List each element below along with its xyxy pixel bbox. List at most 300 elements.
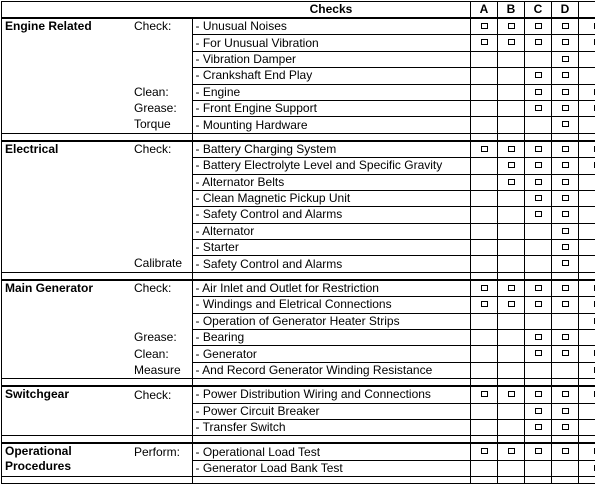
check-item: - Front Engine Support bbox=[192, 100, 471, 116]
checkbox-icon bbox=[481, 285, 488, 291]
check-cell-e bbox=[579, 256, 595, 272]
check-verb: Check: bbox=[130, 386, 192, 403]
check-cell-e bbox=[579, 223, 595, 239]
checkbox-icon bbox=[535, 195, 542, 201]
check-cell-e bbox=[579, 240, 595, 256]
header-col-d: D bbox=[552, 2, 579, 19]
check-cell-e bbox=[579, 313, 595, 329]
check-cell-c bbox=[525, 330, 552, 346]
check-cell-d bbox=[552, 346, 579, 362]
check-cell-c bbox=[525, 207, 552, 223]
maintenance-checks-table bbox=[1, 1, 595, 484]
check-cell-c bbox=[525, 460, 552, 476]
checkbox-icon bbox=[535, 162, 542, 168]
check-verb: Grease: bbox=[134, 101, 177, 116]
checkbox-icon bbox=[535, 285, 542, 291]
check-verb: Clean: bbox=[134, 346, 169, 361]
check-verb bbox=[130, 223, 192, 239]
check-cell-e bbox=[579, 346, 595, 362]
check-cell-d bbox=[552, 100, 579, 116]
separator-cell bbox=[498, 379, 525, 387]
check-cell-c bbox=[525, 419, 552, 435]
check-verb bbox=[130, 35, 192, 51]
check-cell-c bbox=[525, 51, 552, 67]
check-cell-e bbox=[579, 117, 595, 133]
check-cell-c bbox=[525, 223, 552, 239]
checkbox-icon bbox=[562, 121, 569, 127]
separator-cell bbox=[2, 272, 131, 280]
checkbox-icon bbox=[562, 260, 569, 266]
separator-cell bbox=[2, 477, 131, 484]
header-col-a: A bbox=[471, 2, 498, 19]
check-cell-a bbox=[471, 362, 498, 378]
separator-cell bbox=[525, 379, 552, 387]
check-cell-b bbox=[498, 419, 525, 435]
check-cell-a bbox=[471, 386, 498, 403]
check-verb bbox=[130, 190, 192, 206]
section-separator bbox=[2, 477, 595, 484]
separator-cell bbox=[552, 379, 579, 387]
check-cell-b bbox=[498, 141, 525, 158]
check-item: - For Unusual Vibration bbox=[192, 35, 471, 51]
section-name: Switchgear bbox=[2, 386, 131, 436]
check-item: - Clean Magnetic Pickup Unit bbox=[192, 190, 471, 206]
check-cell-a bbox=[471, 117, 498, 133]
check-cell-b bbox=[498, 84, 525, 100]
check-cell-c bbox=[525, 18, 552, 35]
check-cell-d bbox=[552, 18, 579, 35]
check-cell-a bbox=[471, 460, 498, 476]
check-cell-e bbox=[579, 403, 595, 419]
check-cell-d bbox=[552, 256, 579, 272]
check-cell-e bbox=[579, 51, 595, 67]
check-verb bbox=[130, 158, 192, 174]
separator-cell bbox=[552, 133, 579, 141]
check-item: - Windings and Eletrical Connections bbox=[192, 297, 471, 313]
section-separator bbox=[2, 379, 595, 387]
check-cell-d bbox=[552, 313, 579, 329]
check-cell-d bbox=[552, 240, 579, 256]
checkbox-icon bbox=[535, 89, 542, 95]
check-cell-d bbox=[552, 207, 579, 223]
check-cell-d bbox=[552, 362, 579, 378]
header-blank-verb bbox=[130, 2, 192, 19]
check-item: - Generator Load Bank Test bbox=[192, 460, 471, 476]
checkbox-icon bbox=[562, 105, 569, 111]
checkbox-icon bbox=[481, 146, 488, 152]
check-cell-e bbox=[579, 443, 595, 460]
check-cell-b bbox=[498, 256, 525, 272]
checkbox-icon bbox=[562, 146, 569, 152]
check-cell-c bbox=[525, 362, 552, 378]
check-verb bbox=[130, 207, 192, 223]
checkbox-icon bbox=[535, 105, 542, 111]
checkbox-icon bbox=[481, 23, 488, 29]
check-cell-e bbox=[579, 141, 595, 158]
section-name: Main Generator bbox=[2, 280, 131, 379]
checkbox-icon bbox=[508, 448, 515, 454]
separator-cell bbox=[525, 133, 552, 141]
header-blank-section bbox=[2, 2, 131, 19]
check-cell-b bbox=[498, 18, 525, 35]
check-cell-b bbox=[498, 207, 525, 223]
separator-cell bbox=[552, 272, 579, 280]
header-checks: Checks bbox=[192, 2, 471, 19]
check-cell-a bbox=[471, 84, 498, 100]
check-item: - And Record Generator Winding Resistance bbox=[192, 362, 471, 378]
check-cell-e bbox=[579, 386, 595, 403]
check-cell-b bbox=[498, 386, 525, 403]
check-cell-b bbox=[498, 68, 525, 84]
section-name: Electrical bbox=[2, 141, 131, 273]
check-cell-b bbox=[498, 297, 525, 313]
check-verb bbox=[130, 313, 192, 329]
check-cell-c bbox=[525, 35, 552, 51]
checkbox-icon bbox=[535, 72, 542, 78]
check-item: - Mounting Hardware bbox=[192, 117, 471, 133]
table-row bbox=[2, 141, 595, 158]
check-verb: Check: bbox=[130, 141, 192, 158]
check-item: - Alternator Belts bbox=[192, 174, 471, 190]
checkbox-icon bbox=[481, 391, 488, 397]
check-item: - Operation of Generator Heater Strips bbox=[192, 313, 471, 329]
table-row bbox=[2, 386, 595, 403]
check-cell-a bbox=[471, 223, 498, 239]
header-col-b: B bbox=[498, 2, 525, 19]
checkbox-icon bbox=[508, 391, 515, 397]
checkbox-icon bbox=[535, 179, 542, 185]
checkbox-icon bbox=[535, 211, 542, 217]
section-separator bbox=[2, 272, 595, 280]
check-cell-d bbox=[552, 51, 579, 67]
checkbox-icon bbox=[562, 334, 569, 340]
check-cell-b bbox=[498, 117, 525, 133]
check-cell-e bbox=[579, 419, 595, 435]
check-cell-d bbox=[552, 443, 579, 460]
check-verb: Clean: bbox=[134, 84, 169, 99]
separator-cell bbox=[2, 133, 131, 141]
check-cell-c bbox=[525, 141, 552, 158]
checkbox-icon bbox=[562, 162, 569, 168]
check-cell-e bbox=[579, 362, 595, 378]
check-verb bbox=[130, 403, 192, 419]
check-cell-c bbox=[525, 297, 552, 313]
check-cell-e bbox=[579, 68, 595, 84]
check-cell-b bbox=[498, 362, 525, 378]
check-verb: Torque bbox=[134, 117, 171, 132]
check-cell-c bbox=[525, 190, 552, 206]
check-cell-e bbox=[579, 84, 595, 100]
separator-cell bbox=[192, 436, 471, 444]
check-cell-e bbox=[579, 280, 595, 297]
check-cell-a bbox=[471, 68, 498, 84]
check-cell-e bbox=[579, 460, 595, 476]
separator-cell bbox=[579, 477, 595, 484]
check-verb bbox=[130, 460, 192, 476]
separator-cell bbox=[579, 436, 595, 444]
check-cell-b bbox=[498, 51, 525, 67]
check-cell-d bbox=[552, 35, 579, 51]
header-col-c: C bbox=[525, 2, 552, 19]
table-row bbox=[2, 280, 595, 297]
check-cell-d bbox=[552, 419, 579, 435]
separator-cell bbox=[130, 436, 192, 444]
separator-cell bbox=[498, 436, 525, 444]
check-item: - Battery Charging System bbox=[192, 141, 471, 158]
checkbox-icon bbox=[562, 244, 569, 250]
check-cell-b bbox=[498, 313, 525, 329]
separator-cell bbox=[2, 436, 131, 444]
checkbox-icon bbox=[535, 424, 542, 430]
check-cell-c bbox=[525, 68, 552, 84]
check-cell-a bbox=[471, 443, 498, 460]
check-cell-c bbox=[525, 403, 552, 419]
check-cell-c bbox=[525, 84, 552, 100]
check-item: - Starter bbox=[192, 240, 471, 256]
check-cell-a bbox=[471, 207, 498, 223]
check-cell-b bbox=[498, 190, 525, 206]
check-verb bbox=[130, 51, 192, 67]
check-cell-b bbox=[498, 280, 525, 297]
header-row bbox=[2, 2, 595, 19]
checkbox-icon bbox=[481, 448, 488, 454]
checkbox-icon bbox=[562, 72, 569, 78]
section-separator bbox=[2, 133, 595, 141]
check-item: - Air Inlet and Outlet for Restriction bbox=[192, 280, 471, 297]
checkbox-icon bbox=[562, 179, 569, 185]
separator-cell bbox=[2, 379, 131, 387]
check-cell-b bbox=[498, 346, 525, 362]
check-cell-d bbox=[552, 68, 579, 84]
check-cell-e bbox=[579, 100, 595, 116]
table-row bbox=[2, 443, 595, 460]
check-cell-a bbox=[471, 403, 498, 419]
check-cell-a bbox=[471, 280, 498, 297]
separator-cell bbox=[579, 379, 595, 387]
checkbox-icon bbox=[535, 448, 542, 454]
separator-cell bbox=[130, 272, 192, 280]
checkbox-icon bbox=[508, 23, 515, 29]
check-cell-b bbox=[498, 100, 525, 116]
check-verb: Measure bbox=[134, 362, 181, 377]
check-cell-e bbox=[579, 174, 595, 190]
check-verb bbox=[130, 240, 192, 256]
separator-cell bbox=[471, 133, 498, 141]
check-cell-c bbox=[525, 240, 552, 256]
check-cell-e bbox=[579, 207, 595, 223]
separator-cell bbox=[471, 477, 498, 484]
separator-cell bbox=[552, 477, 579, 484]
separator-cell bbox=[130, 379, 192, 387]
check-verb: Calibrate bbox=[134, 256, 183, 271]
separator-cell bbox=[525, 436, 552, 444]
check-cell-d bbox=[552, 386, 579, 403]
check-cell-d bbox=[552, 297, 579, 313]
check-cell-d bbox=[552, 460, 579, 476]
check-cell-b bbox=[498, 403, 525, 419]
check-verb bbox=[130, 68, 192, 84]
check-item: - Alternator bbox=[192, 223, 471, 239]
check-cell-b bbox=[498, 35, 525, 51]
check-cell-c bbox=[525, 158, 552, 174]
checkbox-icon bbox=[562, 228, 569, 234]
check-item: - Transfer Switch bbox=[192, 419, 471, 435]
check-cell-d bbox=[552, 174, 579, 190]
check-verb: Check: bbox=[130, 18, 192, 35]
check-cell-a bbox=[471, 313, 498, 329]
check-cell-a bbox=[471, 141, 498, 158]
separator-cell bbox=[552, 436, 579, 444]
checkbox-icon bbox=[562, 408, 569, 414]
check-cell-d bbox=[552, 190, 579, 206]
checkbox-icon bbox=[562, 350, 569, 356]
check-cell-d bbox=[552, 223, 579, 239]
section-name: Engine Related bbox=[2, 18, 131, 133]
check-cell-e bbox=[579, 330, 595, 346]
checkbox-icon bbox=[535, 39, 542, 45]
check-cell-d bbox=[552, 403, 579, 419]
check-cell-a bbox=[471, 240, 498, 256]
separator-cell bbox=[471, 379, 498, 387]
check-cell-b bbox=[498, 240, 525, 256]
check-cell-c bbox=[525, 443, 552, 460]
checkbox-icon bbox=[481, 301, 488, 307]
checkbox-icon bbox=[562, 56, 569, 62]
checkbox-icon bbox=[508, 179, 515, 185]
separator-cell bbox=[498, 272, 525, 280]
check-cell-c bbox=[525, 280, 552, 297]
check-cell-d bbox=[552, 84, 579, 100]
check-cell-a bbox=[471, 51, 498, 67]
checkbox-icon bbox=[562, 23, 569, 29]
check-cell-b bbox=[498, 158, 525, 174]
check-cell-c bbox=[525, 346, 552, 362]
check-item: - Vibration Damper bbox=[192, 51, 471, 67]
check-verb bbox=[130, 419, 192, 435]
check-cell-d bbox=[552, 117, 579, 133]
check-item: - Engine bbox=[192, 84, 471, 100]
checkbox-icon bbox=[535, 301, 542, 307]
check-cell-a bbox=[471, 174, 498, 190]
check-verb bbox=[130, 297, 192, 313]
check-cell-e bbox=[579, 35, 595, 51]
check-cell-a bbox=[471, 297, 498, 313]
check-item: - Power Distribution Wiring and Connections bbox=[192, 386, 471, 403]
checkbox-icon bbox=[562, 89, 569, 95]
checkbox-icon bbox=[508, 162, 515, 168]
checkbox-icon bbox=[535, 408, 542, 414]
separator-cell bbox=[192, 133, 471, 141]
checkbox-icon bbox=[508, 285, 515, 291]
checkbox-icon bbox=[562, 391, 569, 397]
checkbox-icon bbox=[535, 350, 542, 356]
table-row bbox=[2, 18, 595, 35]
check-cell-a bbox=[471, 330, 498, 346]
checkbox-icon bbox=[535, 146, 542, 152]
checkbox-icon bbox=[562, 39, 569, 45]
check-cell-d bbox=[552, 330, 579, 346]
check-cell-e bbox=[579, 18, 595, 35]
check-cell-b bbox=[498, 330, 525, 346]
check-verb: Perform: bbox=[130, 443, 192, 460]
checkbox-icon bbox=[481, 39, 488, 45]
check-cell-e bbox=[579, 158, 595, 174]
check-verb: Check: bbox=[130, 280, 192, 297]
check-cell-c bbox=[525, 386, 552, 403]
check-cell-a bbox=[471, 18, 498, 35]
check-cell-b bbox=[498, 174, 525, 190]
check-cell-a bbox=[471, 190, 498, 206]
checkbox-icon bbox=[562, 448, 569, 454]
check-cell-c bbox=[525, 117, 552, 133]
checkbox-icon bbox=[508, 301, 515, 307]
check-cell-d bbox=[552, 158, 579, 174]
check-item: - Safety Control and Alarms bbox=[192, 256, 471, 272]
check-cell-b bbox=[498, 443, 525, 460]
separator-cell bbox=[192, 379, 471, 387]
separator-cell bbox=[498, 477, 525, 484]
check-cell-a bbox=[471, 346, 498, 362]
check-item: - Unusual Noises bbox=[192, 18, 471, 35]
checks-body bbox=[2, 18, 595, 484]
check-item: - Generator bbox=[192, 346, 471, 362]
checkbox-icon bbox=[535, 391, 542, 397]
check-item: - Bearing bbox=[192, 330, 471, 346]
checkbox-icon bbox=[508, 146, 515, 152]
header-col-e bbox=[579, 2, 595, 19]
section-name: Operational Procedures bbox=[2, 443, 131, 476]
checkbox-icon bbox=[562, 301, 569, 307]
check-cell-e bbox=[579, 297, 595, 313]
check-cell-b bbox=[498, 460, 525, 476]
check-cell-c bbox=[525, 256, 552, 272]
check-cell-e bbox=[579, 190, 595, 206]
checkbox-icon bbox=[535, 23, 542, 29]
separator-cell bbox=[192, 272, 471, 280]
check-item: - Power Circuit Breaker bbox=[192, 403, 471, 419]
separator-cell bbox=[471, 272, 498, 280]
check-verb bbox=[130, 174, 192, 190]
separator-cell bbox=[471, 436, 498, 444]
check-cell-d bbox=[552, 280, 579, 297]
check-item: - Battery Electrolyte Level and Specific Gravity bbox=[192, 158, 471, 174]
checkbox-icon bbox=[562, 195, 569, 201]
separator-cell bbox=[525, 272, 552, 280]
separator-cell bbox=[498, 133, 525, 141]
separator-cell bbox=[192, 477, 471, 484]
section-separator bbox=[2, 436, 595, 444]
checkbox-icon bbox=[562, 211, 569, 217]
check-item: - Crankshaft End Play bbox=[192, 68, 471, 84]
separator-cell bbox=[525, 477, 552, 484]
check-cell-c bbox=[525, 313, 552, 329]
check-cell-a bbox=[471, 158, 498, 174]
checkbox-icon bbox=[535, 334, 542, 340]
separator-cell bbox=[130, 133, 192, 141]
checkbox-icon bbox=[562, 424, 569, 430]
check-cell-a bbox=[471, 100, 498, 116]
check-cell-a bbox=[471, 35, 498, 51]
separator-cell bbox=[579, 272, 595, 280]
separator-cell bbox=[130, 477, 192, 484]
check-verb: Grease: bbox=[134, 330, 177, 345]
check-item: - Operational Load Test bbox=[192, 443, 471, 460]
check-item: - Safety Control and Alarms bbox=[192, 207, 471, 223]
check-cell-c bbox=[525, 174, 552, 190]
separator-cell bbox=[579, 133, 595, 141]
check-cell-d bbox=[552, 141, 579, 158]
check-cell-a bbox=[471, 256, 498, 272]
